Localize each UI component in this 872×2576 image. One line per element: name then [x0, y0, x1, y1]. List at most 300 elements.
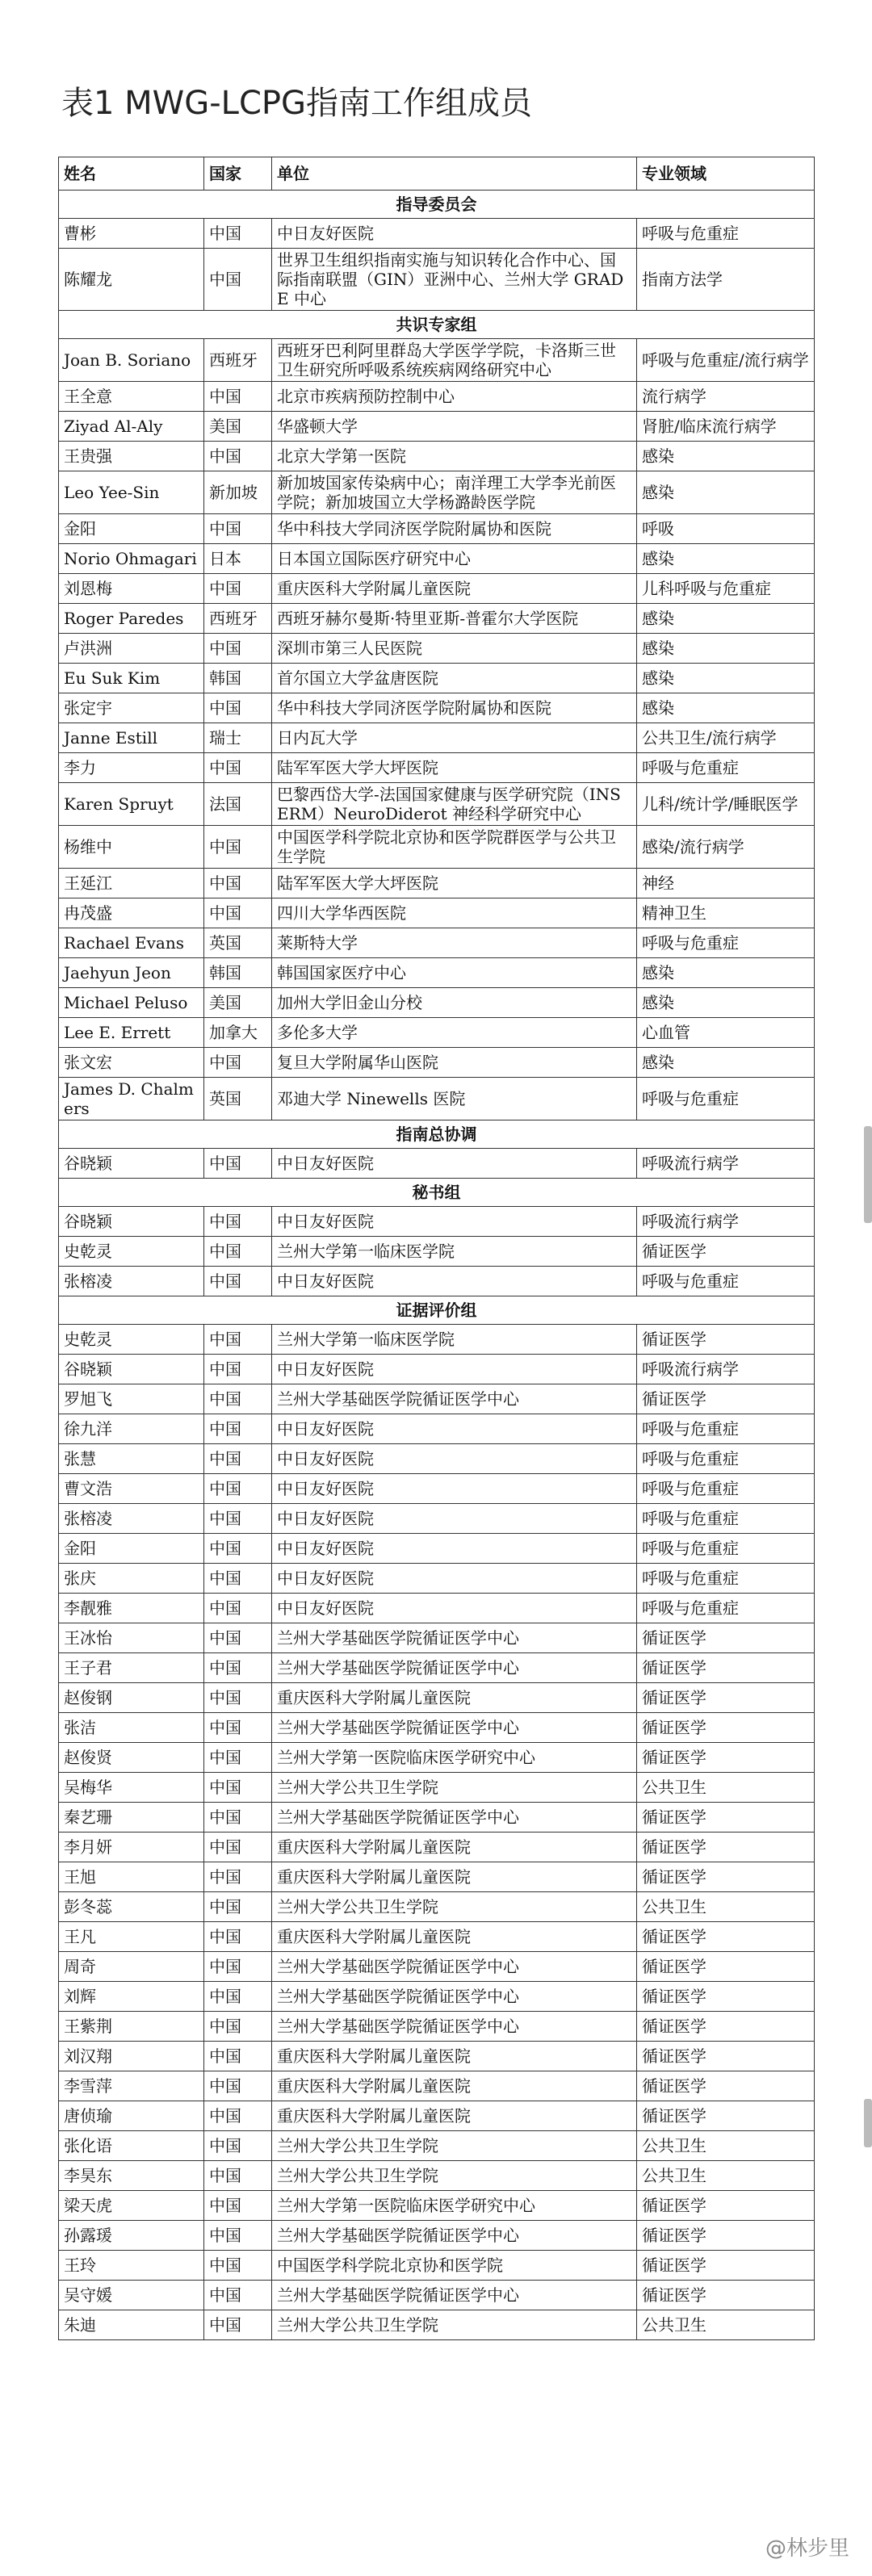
- member-name: 卢洪洲: [59, 634, 204, 664]
- page-title: 表1 MWG-LCPG指南工作组成员: [61, 85, 532, 122]
- table-row: [59, 1653, 815, 1683]
- member-specialty: 呼吸与危重症: [637, 1267, 815, 1296]
- member-name: Lee E. Errett: [59, 1018, 204, 1048]
- table-row: [59, 2161, 815, 2191]
- member-institution: 中日友好医院: [272, 1414, 637, 1444]
- table-row: [59, 249, 815, 311]
- member-name: 李月妍: [59, 1833, 204, 1862]
- member-specialty: 公共卫生: [637, 1892, 815, 1922]
- member-country: 中国: [204, 898, 272, 928]
- member-name: Leo Yee-Sin: [59, 471, 204, 514]
- member-country: 中国: [204, 2101, 272, 2131]
- table-row: [59, 723, 815, 753]
- member-institution: 中日友好医院: [272, 1534, 637, 1564]
- member-institution: 重庆医科大学附属儿童医院: [272, 2042, 637, 2071]
- table-row: [59, 2131, 815, 2161]
- watermark: @林步里: [765, 2536, 849, 2561]
- member-name: 王旭: [59, 1862, 204, 1892]
- member-country: 法国: [204, 783, 272, 826]
- table-row: [59, 1355, 815, 1384]
- member-specialty: 循证医学: [637, 1384, 815, 1414]
- member-name: 周奇: [59, 1952, 204, 1982]
- member-country: 美国: [204, 988, 272, 1018]
- member-institution: 中日友好医院: [272, 1504, 637, 1534]
- member-country: 中国: [204, 2012, 272, 2042]
- member-specialty: 神经: [637, 869, 815, 898]
- member-name: 张榕凌: [59, 1267, 204, 1296]
- member-specialty: 儿科/统计学/睡眠医学: [637, 783, 815, 826]
- table-row: [59, 574, 815, 604]
- member-country: 中国: [204, 1048, 272, 1078]
- member-specialty: 循证医学: [637, 1952, 815, 1982]
- member-country: 中国: [204, 1833, 272, 1862]
- table-row: [59, 2042, 815, 2071]
- member-country: 中国: [204, 249, 272, 311]
- member-country: 中国: [204, 2251, 272, 2281]
- member-institution: 中国医学科学院北京协和医学院群医学与公共卫生学院: [272, 826, 637, 869]
- member-name: 孙露瑗: [59, 2221, 204, 2251]
- member-name: 梁天虎: [59, 2191, 204, 2221]
- member-country: 中国: [204, 869, 272, 898]
- table-row: [59, 219, 815, 249]
- member-country: 西班牙: [204, 339, 272, 382]
- member-name: 吴守媛: [59, 2281, 204, 2310]
- member-name: 王全意: [59, 382, 204, 412]
- member-name: 张文宏: [59, 1048, 204, 1078]
- table-row: [59, 1773, 815, 1803]
- member-country: 中国: [204, 1713, 272, 1743]
- member-name: 吴梅华: [59, 1773, 204, 1803]
- member-specialty: 感染: [637, 1048, 815, 1078]
- member-country: 中国: [204, 1534, 272, 1564]
- member-institution: 陆军军医大学大坪医院: [272, 753, 637, 783]
- member-country: 中国: [204, 1683, 272, 1713]
- member-specialty: 循证医学: [637, 2251, 815, 2281]
- member-institution: 兰州大学基础医学院循证医学中心: [272, 2221, 637, 2251]
- member-institution: 西班牙巴利阿里群岛大学医学学院，卡洛斯三世卫生研究所呼吸系统疾病网络研究中心: [272, 339, 637, 382]
- member-institution: 兰州大学第一医院临床医学研究中心: [272, 2191, 637, 2221]
- table-row: [59, 1237, 815, 1267]
- table-row: [59, 1982, 815, 2012]
- table-row: [59, 783, 815, 826]
- member-country: 中国: [204, 1594, 272, 1623]
- member-country: 中国: [204, 514, 272, 544]
- table-row: [59, 442, 815, 471]
- member-institution: 兰州大学基础医学院循证医学中心: [272, 1803, 637, 1833]
- member-country: 中国: [204, 1237, 272, 1267]
- member-specialty: 公共卫生: [637, 1773, 815, 1803]
- member-specialty: 呼吸流行病学: [637, 1149, 815, 1179]
- member-specialty: 呼吸与危重症: [637, 1474, 815, 1504]
- member-name: 冉茂盛: [59, 898, 204, 928]
- member-specialty: 循证医学: [637, 2071, 815, 2101]
- member-institution: 中日友好医院: [272, 1564, 637, 1594]
- member-institution: 北京大学第一医院: [272, 442, 637, 471]
- member-institution: 兰州大学基础医学院循证医学中心: [272, 1713, 637, 1743]
- member-country: 新加坡: [204, 471, 272, 514]
- member-specialty: 公共卫生/流行病学: [637, 723, 815, 753]
- table-row: [59, 339, 815, 382]
- member-country: 中国: [204, 574, 272, 604]
- member-institution: 中日友好医院: [272, 1474, 637, 1504]
- member-institution: 日内瓦大学: [272, 723, 637, 753]
- member-institution: 新加坡国家传染病中心；南洋理工大学李光前医学院；新加坡国立大学杨潞龄医学院: [272, 471, 637, 514]
- table-row: [59, 1018, 815, 1048]
- member-specialty: 呼吸与危重症: [637, 928, 815, 958]
- member-name: 唐侦瑜: [59, 2101, 204, 2131]
- member-specialty: 呼吸流行病学: [637, 1207, 815, 1237]
- member-institution: 中日友好医院: [272, 1149, 637, 1179]
- member-name: 史乾灵: [59, 1237, 204, 1267]
- member-country: 中国: [204, 2161, 272, 2191]
- member-country: 中国: [204, 1564, 272, 1594]
- member-name: 李靓雅: [59, 1594, 204, 1623]
- member-specialty: 呼吸与危重症: [637, 1594, 815, 1623]
- table-row: [59, 1325, 815, 1355]
- table-row: [59, 1414, 815, 1444]
- member-institution: 重庆医科大学附属儿童医院: [272, 1833, 637, 1862]
- table-row: [59, 1922, 815, 1952]
- member-institution: 兰州大学第一临床医学院: [272, 1325, 637, 1355]
- member-institution: 重庆医科大学附属儿童医院: [272, 1683, 637, 1713]
- table-row: [59, 412, 815, 442]
- member-country: 中国: [204, 1414, 272, 1444]
- member-country: 中国: [204, 1862, 272, 1892]
- member-country: 中国: [204, 442, 272, 471]
- member-institution: 日本国立国际医疗研究中心: [272, 544, 637, 574]
- member-specialty: 感染: [637, 958, 815, 988]
- member-country: 中国: [204, 1474, 272, 1504]
- scrollbar-thumb-lower[interactable]: [864, 2099, 872, 2147]
- table-row: [59, 471, 815, 514]
- table-header-row: [59, 157, 815, 191]
- member-country: 中国: [204, 2310, 272, 2340]
- member-institution: 首尔国立大学盆唐医院: [272, 664, 637, 693]
- member-country: 中国: [204, 1952, 272, 1982]
- member-specialty: 公共卫生: [637, 2131, 815, 2161]
- member-specialty: 呼吸与危重症: [637, 1504, 815, 1534]
- member-country: 中国: [204, 1504, 272, 1534]
- header-name: 姓名: [59, 157, 204, 191]
- member-specialty: 公共卫生: [637, 2310, 815, 2340]
- member-country: 中国: [204, 2131, 272, 2161]
- member-name: Norio Ohmagari: [59, 544, 204, 574]
- member-institution: 中日友好医院: [272, 1355, 637, 1384]
- member-country: 中国: [204, 1149, 272, 1179]
- member-institution: 兰州大学基础医学院循证医学中心: [272, 1653, 637, 1683]
- table-row: [59, 1207, 815, 1237]
- member-specialty: 循证医学: [637, 1862, 815, 1892]
- member-specialty: 感染: [637, 604, 815, 634]
- scrollbar-thumb-upper[interactable]: [864, 1126, 872, 1223]
- member-name: 谷晓颖: [59, 1149, 204, 1179]
- table-row: [59, 1504, 815, 1534]
- table-row: [59, 1594, 815, 1623]
- member-specialty: 循证医学: [637, 2012, 815, 2042]
- member-name: 王子君: [59, 1653, 204, 1683]
- member-country: 中国: [204, 693, 272, 723]
- member-name: 史乾灵: [59, 1325, 204, 1355]
- member-name: 王紫荆: [59, 2012, 204, 2042]
- member-institution: 华盛顿大学: [272, 412, 637, 442]
- member-country: 中国: [204, 1803, 272, 1833]
- member-country: 中国: [204, 2281, 272, 2310]
- member-institution: 复旦大学附属华山医院: [272, 1048, 637, 1078]
- table-row: [59, 2221, 815, 2251]
- member-specialty: 循证医学: [637, 2221, 815, 2251]
- member-name: Rachael Evans: [59, 928, 204, 958]
- member-name: 杨维中: [59, 826, 204, 869]
- table-row: [59, 514, 815, 544]
- member-name: 金阳: [59, 1534, 204, 1564]
- table-row: [59, 826, 815, 869]
- member-institution: 华中科技大学同济医学院附属协和医院: [272, 693, 637, 723]
- member-country: 中国: [204, 1355, 272, 1384]
- member-name: Joan B. Soriano: [59, 339, 204, 382]
- member-institution: 兰州大学基础医学院循证医学中心: [272, 2281, 637, 2310]
- table-row: [59, 1743, 815, 1773]
- member-institution: 巴黎西岱大学-法国国家健康与医学研究院（INSERM）NeuroDiderot 神经科学研究中心: [272, 783, 637, 826]
- member-specialty: 感染: [637, 664, 815, 693]
- table-row: [59, 1534, 815, 1564]
- member-institution: 中国医学科学院北京协和医学院: [272, 2251, 637, 2281]
- table-row: [59, 1683, 815, 1713]
- member-institution: 中日友好医院: [272, 1594, 637, 1623]
- members-table: [58, 157, 815, 2340]
- member-institution: 多伦多大学: [272, 1018, 637, 1048]
- member-country: 英国: [204, 1078, 272, 1120]
- member-institution: 深圳市第三人民医院: [272, 634, 637, 664]
- member-institution: 兰州大学公共卫生学院: [272, 2161, 637, 2191]
- table-row: [59, 1267, 815, 1296]
- member-name: 赵俊钢: [59, 1683, 204, 1713]
- group-row: [59, 1296, 815, 1325]
- member-country: 中国: [204, 753, 272, 783]
- member-institution: 邓迪大学 Ninewells 医院: [272, 1078, 637, 1120]
- member-country: 瑞士: [204, 723, 272, 753]
- member-institution: 中日友好医院: [272, 1444, 637, 1474]
- table-row: [59, 604, 815, 634]
- member-institution: 中日友好医院: [272, 1267, 637, 1296]
- member-country: 加拿大: [204, 1018, 272, 1048]
- table-row: [59, 2281, 815, 2310]
- table-row: [59, 1623, 815, 1653]
- member-specialty: 指南方法学: [637, 249, 815, 311]
- member-institution: 兰州大学基础医学院循证医学中心: [272, 2012, 637, 2042]
- table-row: [59, 1952, 815, 1982]
- member-country: 中国: [204, 2042, 272, 2071]
- member-institution: 华中科技大学同济医学院附属协和医院: [272, 514, 637, 544]
- table-row: [59, 1713, 815, 1743]
- group-label: 指南总协调: [59, 1120, 815, 1149]
- table-row: [59, 988, 815, 1018]
- member-name: 李力: [59, 753, 204, 783]
- member-country: 中国: [204, 2191, 272, 2221]
- group-label: 指导委员会: [59, 191, 815, 219]
- member-institution: 四川大学华西医院: [272, 898, 637, 928]
- table-row: [59, 382, 815, 412]
- member-specialty: 呼吸与危重症: [637, 753, 815, 783]
- member-name: Jaehyun Jeon: [59, 958, 204, 988]
- member-name: 徐九洋: [59, 1414, 204, 1444]
- member-name: Roger Paredes: [59, 604, 204, 634]
- member-name: 李雪萍: [59, 2071, 204, 2101]
- table-row: [59, 753, 815, 783]
- member-specialty: 呼吸与危重症: [637, 219, 815, 249]
- member-country: 中国: [204, 1653, 272, 1683]
- member-country: 中国: [204, 1922, 272, 1952]
- table-row: [59, 1048, 815, 1078]
- member-name: 罗旭飞: [59, 1384, 204, 1414]
- member-name: 张庆: [59, 1564, 204, 1594]
- table-row: [59, 898, 815, 928]
- member-specialty: 循证医学: [637, 1803, 815, 1833]
- group-row: [59, 1179, 815, 1207]
- table-body: [59, 191, 815, 2340]
- member-country: 中国: [204, 1207, 272, 1237]
- table-row: [59, 693, 815, 723]
- member-name: Eu Suk Kim: [59, 664, 204, 693]
- table-row: [59, 544, 815, 574]
- member-institution: 兰州大学基础医学院循证医学中心: [272, 1384, 637, 1414]
- member-specialty: 循证医学: [637, 1713, 815, 1743]
- member-specialty: 感染: [637, 442, 815, 471]
- table-row: [59, 1444, 815, 1474]
- member-institution: 兰州大学公共卫生学院: [272, 2310, 637, 2340]
- member-institution: 世界卫生组织指南实施与知识转化合作中心、国际指南联盟（GIN）亚洲中心、兰州大学 GRADE 中心: [272, 249, 637, 311]
- member-institution: 兰州大学第一医院临床医学研究中心: [272, 1743, 637, 1773]
- table-row: [59, 1078, 815, 1120]
- member-country: 中国: [204, 219, 272, 249]
- member-country: 韩国: [204, 664, 272, 693]
- member-specialty: 呼吸: [637, 514, 815, 544]
- member-country: 中国: [204, 1773, 272, 1803]
- member-institution: 重庆医科大学附属儿童医院: [272, 574, 637, 604]
- member-institution: 陆军军医大学大坪医院: [272, 869, 637, 898]
- member-name: 王凡: [59, 1922, 204, 1952]
- member-specialty: 呼吸与危重症: [637, 1414, 815, 1444]
- table-row: [59, 1892, 815, 1922]
- member-name: 张榕凌: [59, 1504, 204, 1534]
- member-country: 中国: [204, 2221, 272, 2251]
- member-name: 王贵强: [59, 442, 204, 471]
- member-name: 金阳: [59, 514, 204, 544]
- member-name: 赵俊贤: [59, 1743, 204, 1773]
- table-row: [59, 869, 815, 898]
- member-specialty: 呼吸与危重症/流行病学: [637, 339, 815, 382]
- member-name: 曹彬: [59, 219, 204, 249]
- member-specialty: 感染: [637, 634, 815, 664]
- table-row: [59, 2101, 815, 2131]
- member-country: 中国: [204, 1444, 272, 1474]
- member-name: Ziyad Al-Aly: [59, 412, 204, 442]
- member-specialty: 呼吸与危重症: [637, 1534, 815, 1564]
- member-name: 谷晓颖: [59, 1355, 204, 1384]
- member-country: 中国: [204, 1892, 272, 1922]
- table-row: [59, 664, 815, 693]
- member-specialty: 循证医学: [637, 1833, 815, 1862]
- member-specialty: 感染: [637, 471, 815, 514]
- member-specialty: 循证医学: [637, 2042, 815, 2071]
- group-label: 秘书组: [59, 1179, 815, 1207]
- header-institution: 单位: [272, 157, 637, 191]
- member-specialty: 循证医学: [637, 2281, 815, 2310]
- member-specialty: 肾脏/临床流行病学: [637, 412, 815, 442]
- member-institution: 兰州大学基础医学院循证医学中心: [272, 1982, 637, 2012]
- member-name: Karen Spruyt: [59, 783, 204, 826]
- member-name: Janne Estill: [59, 723, 204, 753]
- member-name: 刘汉翔: [59, 2042, 204, 2071]
- member-specialty: 呼吸与危重症: [637, 1444, 815, 1474]
- member-country: 中国: [204, 1325, 272, 1355]
- member-institution: 兰州大学公共卫生学院: [272, 1892, 637, 1922]
- member-specialty: 循证医学: [637, 1683, 815, 1713]
- group-row: [59, 191, 815, 219]
- table-row: [59, 1862, 815, 1892]
- member-name: 陈耀龙: [59, 249, 204, 311]
- member-country: 中国: [204, 382, 272, 412]
- member-institution: 兰州大学基础医学院循证医学中心: [272, 1952, 637, 1982]
- table-row: [59, 958, 815, 988]
- member-country: 中国: [204, 1267, 272, 1296]
- group-row: [59, 311, 815, 339]
- member-institution: 兰州大学第一临床医学院: [272, 1237, 637, 1267]
- member-institution: 重庆医科大学附属儿童医院: [272, 2071, 637, 2101]
- table-row: [59, 1833, 815, 1862]
- table-row: [59, 1149, 815, 1179]
- member-name: 张慧: [59, 1444, 204, 1474]
- table-row: [59, 1803, 815, 1833]
- member-specialty: 呼吸与危重症: [637, 1564, 815, 1594]
- member-institution: 莱斯特大学: [272, 928, 637, 958]
- member-country: 日本: [204, 544, 272, 574]
- member-country: 中国: [204, 634, 272, 664]
- member-institution: 中日友好医院: [272, 1207, 637, 1237]
- table-row: [59, 2191, 815, 2221]
- member-country: 中国: [204, 1384, 272, 1414]
- header-country: 国家: [204, 157, 272, 191]
- member-specialty: 感染: [637, 693, 815, 723]
- member-name: 谷晓颖: [59, 1207, 204, 1237]
- member-institution: 重庆医科大学附属儿童医院: [272, 2101, 637, 2131]
- member-country: 英国: [204, 928, 272, 958]
- member-specialty: 循证医学: [637, 1982, 815, 2012]
- member-name: 朱迪: [59, 2310, 204, 2340]
- member-name: 秦艺珊: [59, 1803, 204, 1833]
- member-name: Michael Peluso: [59, 988, 204, 1018]
- member-country: 中国: [204, 2071, 272, 2101]
- member-specialty: 循证医学: [637, 1653, 815, 1683]
- member-institution: 韩国国家医疗中心: [272, 958, 637, 988]
- member-name: 刘辉: [59, 1982, 204, 2012]
- member-institution: 北京市疾病预防控制中心: [272, 382, 637, 412]
- member-specialty: 感染/流行病学: [637, 826, 815, 869]
- member-specialty: 循证医学: [637, 2191, 815, 2221]
- header-specialty: 专业领域: [637, 157, 815, 191]
- member-specialty: 感染: [637, 988, 815, 1018]
- member-country: 西班牙: [204, 604, 272, 634]
- table-row: [59, 2251, 815, 2281]
- member-specialty: 呼吸与危重症: [637, 1078, 815, 1120]
- member-specialty: 循证医学: [637, 2101, 815, 2131]
- table-row: [59, 2310, 815, 2340]
- group-row: [59, 1120, 815, 1149]
- member-country: 中国: [204, 1623, 272, 1653]
- member-specialty: 循证医学: [637, 1325, 815, 1355]
- member-name: 张定宇: [59, 693, 204, 723]
- member-name: 李昊东: [59, 2161, 204, 2191]
- member-specialty: 呼吸流行病学: [637, 1355, 815, 1384]
